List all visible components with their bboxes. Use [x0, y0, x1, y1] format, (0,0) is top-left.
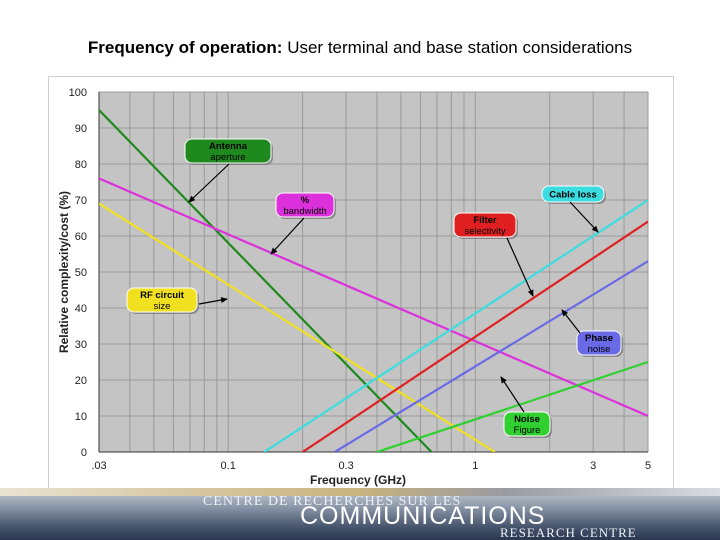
footer-org-french: CENTRE DE RECHERCHES SUR LES — [203, 494, 462, 509]
y-tick-label: 40 — [74, 303, 87, 315]
x-tick-label: 5 — [644, 460, 652, 472]
callout-text: Cable loss — [549, 189, 597, 201]
y-tick-label: 30 — [74, 339, 87, 351]
y-tick-label: 50 — [74, 267, 87, 279]
callout-text: RF circuit — [140, 290, 184, 301]
y-tick-label: 80 — [74, 159, 87, 171]
x-tick-label: .03 — [91, 460, 107, 472]
footer-banner — [0, 488, 720, 540]
y-tick-label: 20 — [74, 375, 87, 387]
callout-text: aperture — [210, 152, 246, 163]
chart — [49, 77, 673, 489]
y-tick-label: 70 — [74, 195, 87, 207]
x-tick-label: 0.3 — [338, 460, 354, 472]
callout-text: size — [153, 301, 171, 312]
x-tick-label: 1 — [472, 460, 479, 472]
callout-text: noise — [587, 344, 611, 355]
callout-text: Noise — [514, 414, 540, 425]
callout-text: bandwidth — [283, 206, 327, 217]
y-tick-label: 0 — [80, 447, 87, 459]
callout-text: Figure — [513, 425, 541, 436]
chart-frame — [48, 76, 674, 490]
callout-text: Phase — [585, 333, 613, 344]
slide-title — [0, 38, 720, 58]
x-tick-label: 0.1 — [220, 460, 236, 472]
callout-text: Filter — [473, 215, 497, 226]
y-tick-label: 90 — [74, 123, 87, 135]
callout-text: selectivity — [464, 226, 506, 237]
y-axis-label: Relative complexity/cost (%) — [57, 190, 71, 354]
footer-org-english: RESEARCH CENTRE — [500, 525, 637, 540]
footer-org-name: COMMUNICATIONS — [300, 502, 546, 530]
callout-text: % — [300, 195, 310, 206]
callout-text: Antenna — [209, 141, 247, 152]
y-tick-label: 100 — [68, 87, 87, 99]
x-tick-label: 3 — [590, 460, 597, 472]
y-tick-label: 10 — [74, 411, 87, 423]
x-axis-label: Frequency (GHz) — [309, 473, 407, 487]
slide-title-rest: User terminal and base station considerations — [287, 38, 633, 57]
slide-title-bold: Frequency of operation: — [87, 38, 283, 57]
y-tick-label: 60 — [74, 231, 87, 243]
